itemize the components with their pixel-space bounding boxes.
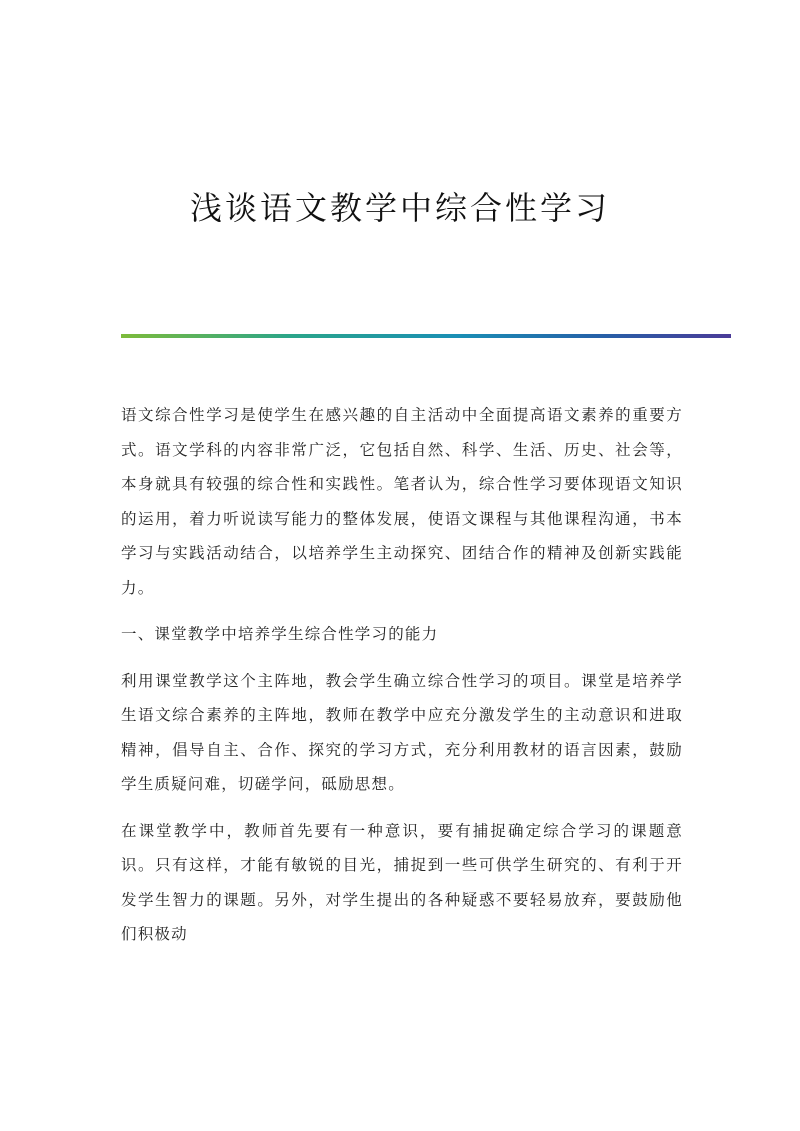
title-divider — [121, 334, 731, 338]
paragraph-awareness: 在课堂教学中，教师首先要有一种意识，要有捕捉确定综合学习的课题意识。只有这样，才能有敏锐的目光，捕捉到一些可供学生研究的、有利于开发学生智力的课题。另外，对学生提出的各种疑惑不要轻易放弃，要鼓励他们积极动 — [121, 821, 683, 943]
section-heading: 一、课堂教学中培养学生综合性学习的能力 — [121, 625, 439, 643]
paragraph-classroom: 利用课堂教学这个主阵地，教会学生确立综合性学习的项目。课堂是培养学生语文综合素养的主阵地，教师在教学中应充分激发学生的主动意识和进取精神，倡导自主、合作、探究的学习方式，充分利用教材的语言因素，鼓励学生质疑问难，切磋学问，砥励思想。 — [121, 671, 683, 793]
paragraph-intro: 语文综合性学习是使学生在感兴趣的自主活动中全面提高语文素养的重要方式。语文学科的内容非常广泛，它包括自然、科学、生活、历史、社会等，本身就具有较强的综合性和实践性。笔者认为，综合性学习要体现语文知识的运用，着力听说读写能力的整体发展，使语文课程与其他课程沟通，书本学习与实践活动结合，以培养学生主动探究、团结合作的精神及创新实践能力。 — [121, 406, 683, 597]
document-body — [121, 398, 683, 964]
document-title: 浅谈语文教学中综合性学习 — [189, 189, 610, 227]
